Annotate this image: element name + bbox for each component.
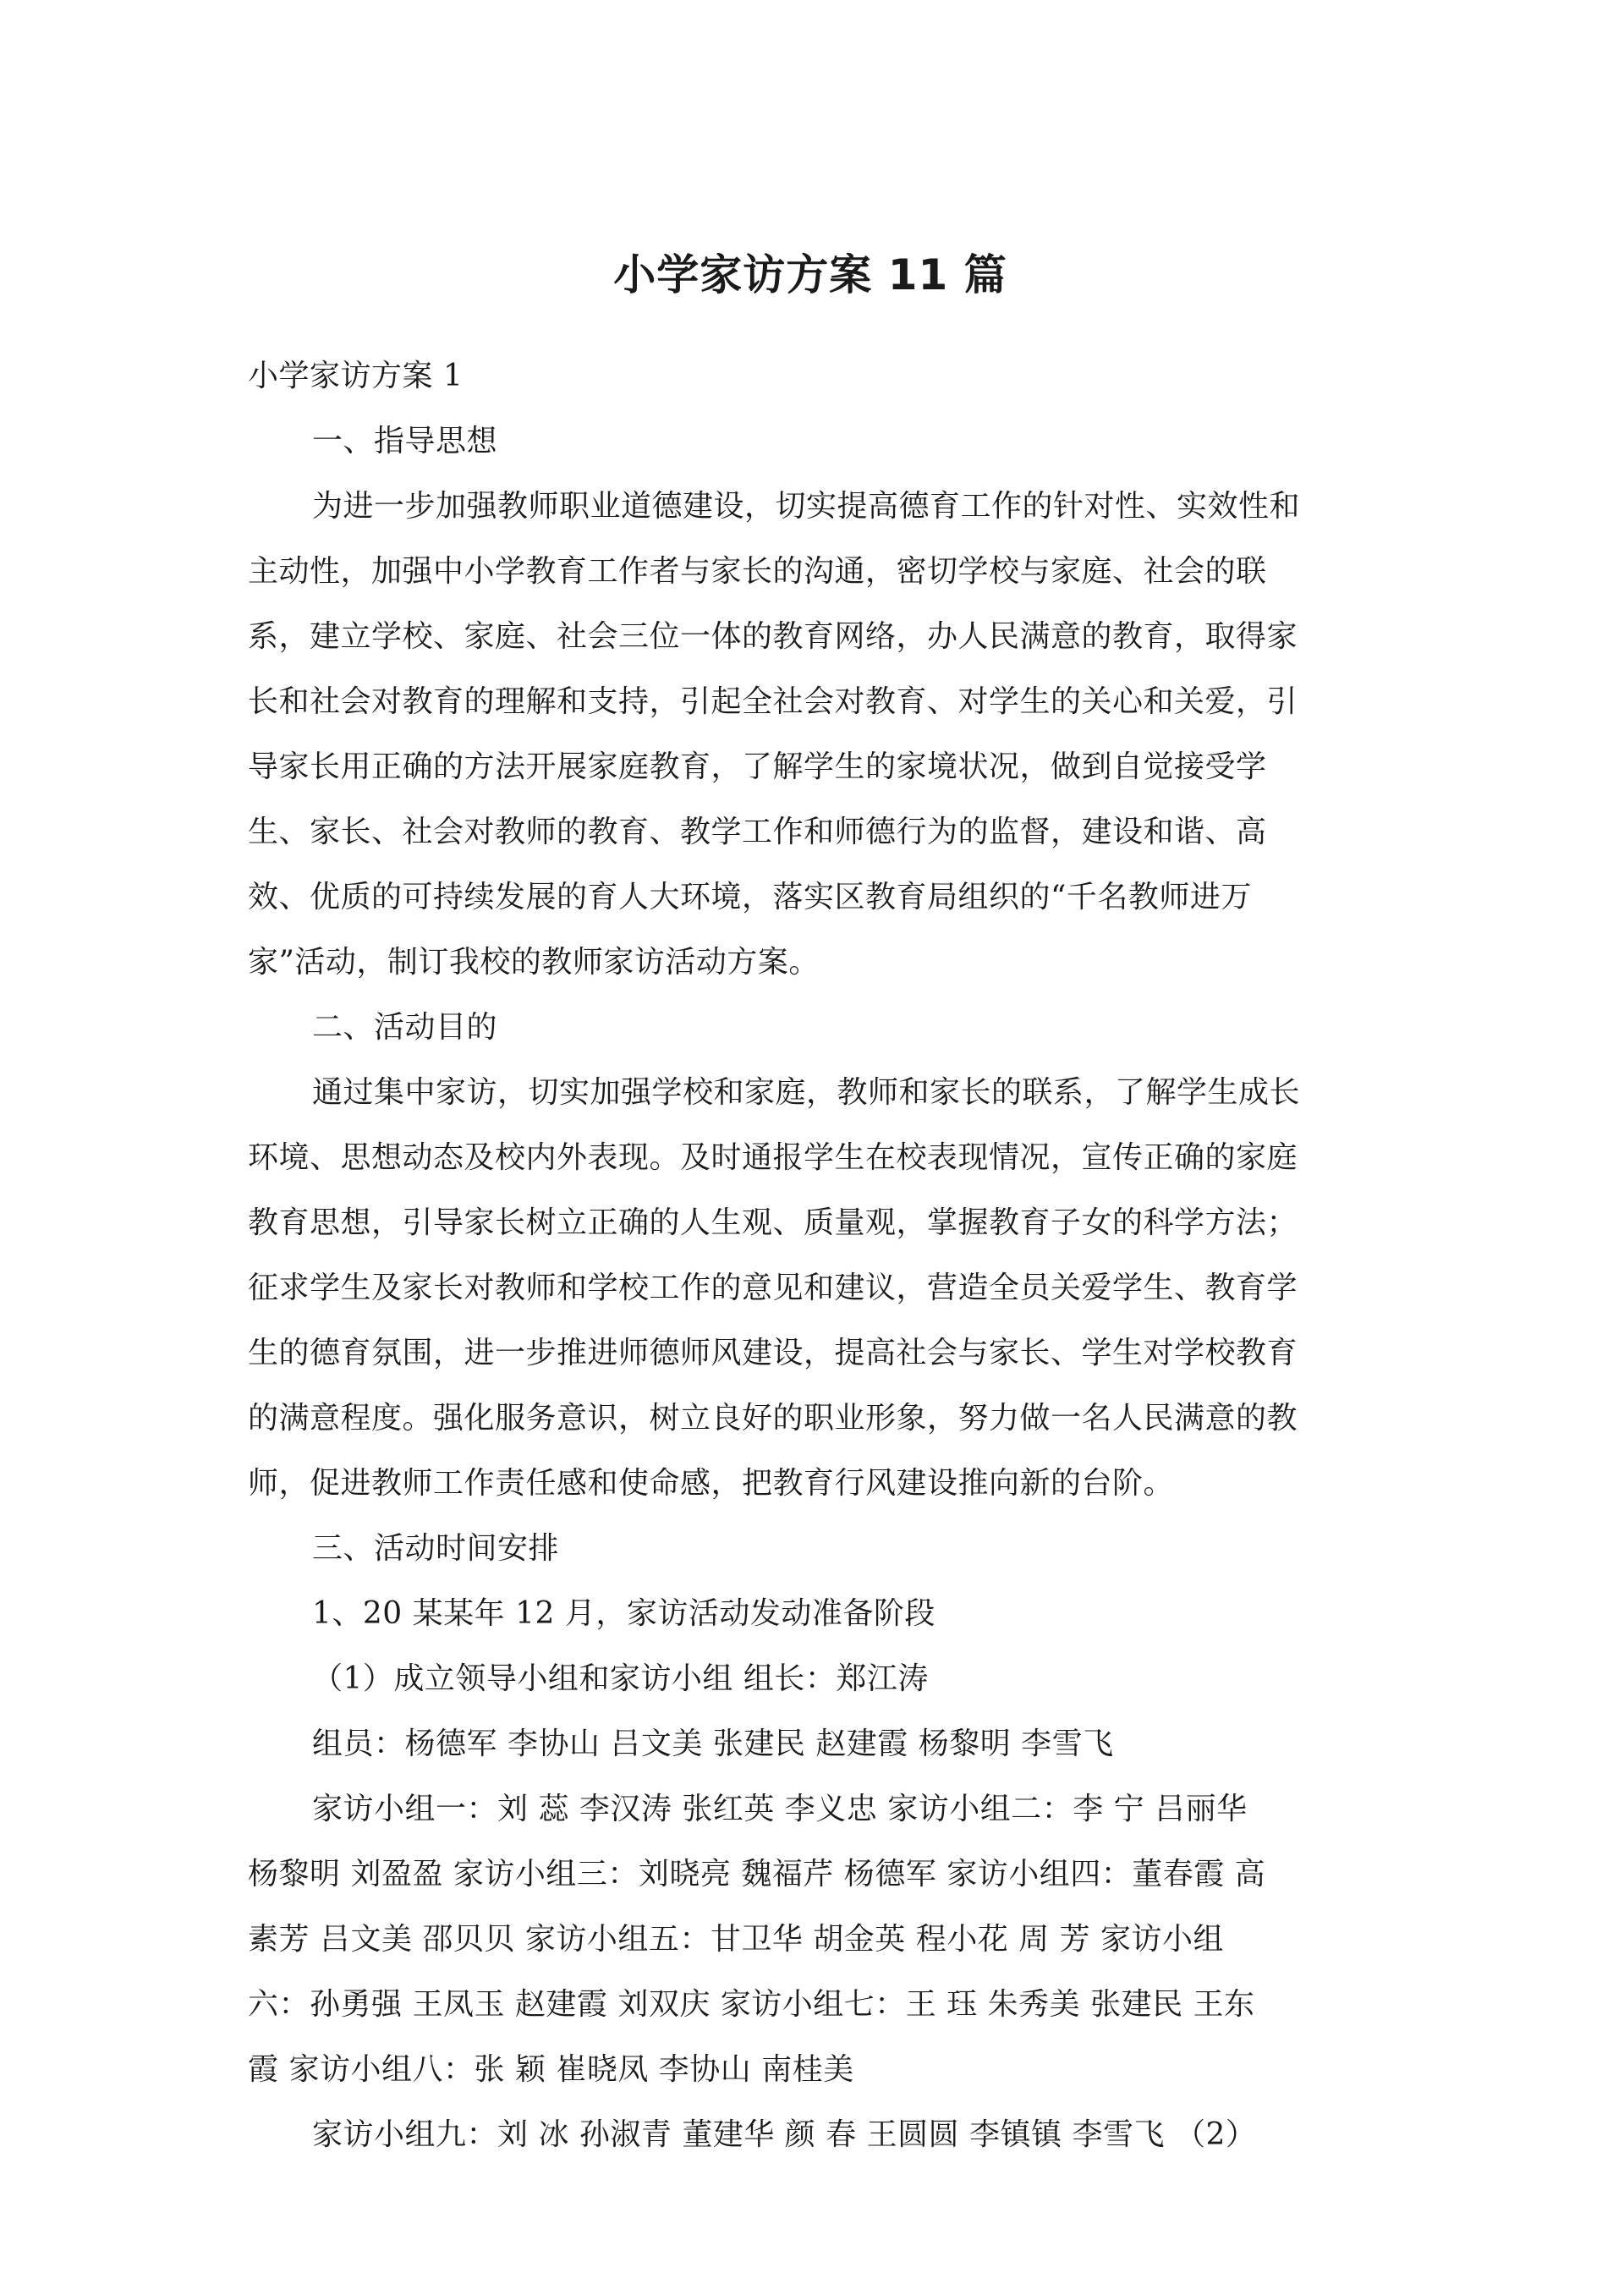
paragraph-line: 通过集中家访，切实加强学校和家庭，教师和家长的联系，了解学生成长 — [312, 1075, 1301, 1110]
paragraph-line: （1）成立领导小组和家访小组 组长：郑江涛 — [312, 1661, 929, 1696]
paragraph-line: 系，建立学校、家庭、社会三位一体的教育网络，办人民满意的教育，取得家 — [248, 619, 1298, 654]
paragraph-line: 素芳 吕文美 邵贝贝 家访小组五：甘卫华 胡金英 程小花 周 芳 家访小组 — [248, 1922, 1225, 1957]
subheading: 三、活动时间安排 — [312, 1531, 560, 1566]
paragraph-line: 的满意程度。强化服务意识，树立良好的职业形象，努力做一名人民满意的教 — [248, 1401, 1298, 1436]
paragraph-line: 效、优质的可持续发展的育人大环境，落实区教育局组织的“千名教师进万 — [248, 880, 1252, 914]
paragraph-line: 导家长用正确的方法开展家庭教育，了解学生的家境状况，做到自觉接受学 — [248, 749, 1267, 784]
paragraph-line: 六：孙勇强 王凤玉 赵建霞 刘双庆 家访小组七：王 珏 朱秀美 张建民 王东 — [248, 1987, 1255, 2022]
subheading: 二、活动目的 — [312, 1010, 498, 1045]
paragraph-line: 征求学生及家长对教师和学校工作的意见和建议，营造全员关爱学生、教育学 — [248, 1271, 1298, 1305]
paragraph-line: 为进一步加强教师职业道德建设，切实提高德育工作的针对性、实效性和 — [312, 489, 1301, 524]
paragraph-line: 家访小组九：刘 冰 孙淑青 董建华 颜 春 王圆圆 李镇镇 李雪飞 （2） — [312, 2117, 1257, 2152]
paragraph-line: 生的德育氛围，进一步推进师德师风建设，提高社会与家长、学生对学校教育 — [248, 1336, 1298, 1370]
paragraph-line: 师，促进教师工作责任感和使命感，把教育行风建设推向新的台阶。 — [248, 1466, 1175, 1501]
paragraph-line: 教育思想，引导家长树立正确的人生观、质量观，掌握教育子女的科学方法； — [248, 1205, 1298, 1240]
paragraph-line: 霞 家访小组八：张 颖 崔晓凤 李协山 南桂美 — [248, 2052, 854, 2087]
paragraph-line: 家”活动，制订我校的教师家访活动方案。 — [248, 945, 820, 980]
section-heading: 小学家访方案 1 — [248, 359, 464, 393]
paragraph-line: 杨黎明 刘盈盈 家访小组三：刘晓亮 魏福芹 杨德军 家访小组四：董春霞 高 — [248, 1857, 1266, 1891]
paragraph-line: 长和社会对教育的理解和支持，引起全社会对教育、对学生的关心和关爱，引 — [248, 684, 1298, 719]
paragraph-line: 生、家长、社会对教师的教育、教学工作和师德行为的监督，建设和谐、高 — [248, 815, 1267, 849]
paragraph-line: 组员：杨德军 李协山 吕文美 张建民 赵建霞 杨黎明 李雪飞 — [312, 1727, 1114, 1761]
subheading: 一、指导思想 — [312, 424, 498, 458]
document-title: 小学家访方案 11 篇 — [613, 250, 1007, 299]
document-page — [248, 245, 1373, 2167]
paragraph-line: 主动性，加强中小学教育工作者与家长的沟通，密切学校与家庭、社会的联 — [248, 554, 1267, 589]
paragraph-line: 环境、思想动态及校内外表现。及时通报学生在校表现情况，宣传正确的家庭 — [248, 1140, 1298, 1175]
paragraph-line: 1、20 某某年 12 月，家访活动发动准备阶段 — [312, 1596, 935, 1631]
paragraph-line: 家访小组一：刘 蕊 李汉涛 张红英 李义忠 家访小组二：李 宁 吕丽华 — [312, 1792, 1248, 1826]
